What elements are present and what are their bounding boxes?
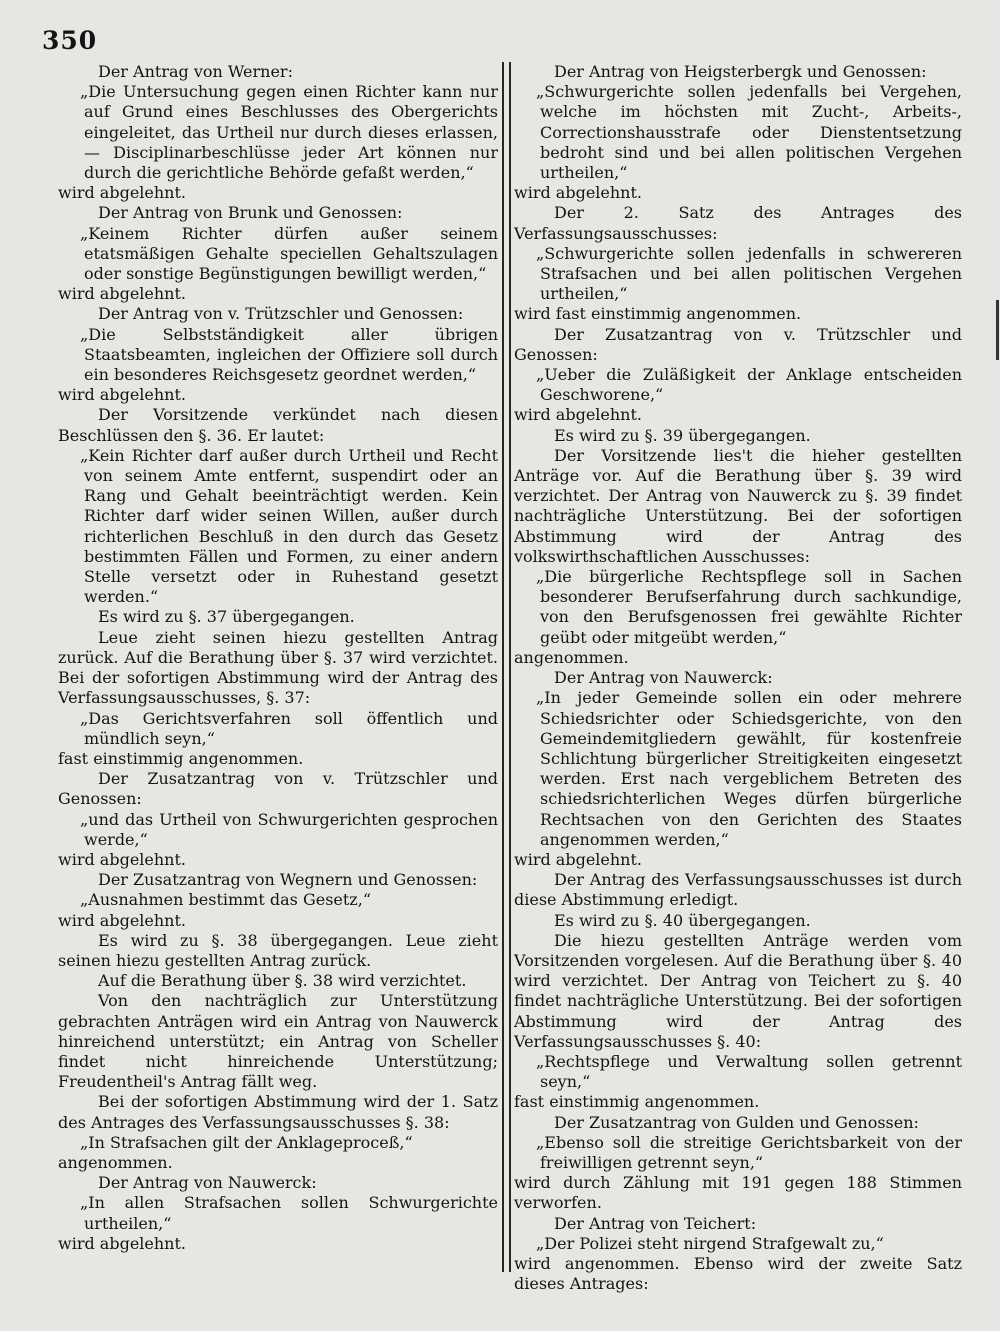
- paragraph: Der Antrag von Nauwerck:: [98, 1173, 317, 1193]
- paragraph: Der Vorsitzende verkündet nach diesen Beschlüssen den §. 36. Er lautet:: [58, 405, 498, 445]
- paragraph: Es wird zu §. 39 übergegangen.: [554, 425, 811, 445]
- quoted-motion-text: „Kein Richter darf außer durch Urtheil und Recht von seinem Amte entfernt, suspendirt oder an Rang und Gehalt beeinträchtigt werden. Kein Richter darf wider seinen Willen, außer durch richterlichen Beschluß in den durch das Gesetz bestimmten Fällen und Formen, zu einer andern Stelle versetzt oder in Ruhestand gesetzt werden.“: [80, 445, 498, 607]
- quoted-motion-text: „Ausnahmen bestimmt das Gesetz,“: [80, 890, 371, 910]
- quoted-motion-text: „In jeder Gemeinde sollen ein oder mehrere Schiedsrichter oder Schiedsgerichte, von den Gemeindemitgliedern gewählt, für kostenfreie Schlichtung bürgerlicher Streitigkeiten eingesetzt werden. Erst nach vergeblichem Betreten des schiedsrichterlichen Weges dürfen bürgerliche Rechtsachen von den Gerichten des Staates angenommen werden,“: [536, 688, 962, 849]
- column-divider: [502, 62, 511, 1272]
- vote-result: wird abgelehnt.: [58, 284, 186, 304]
- vote-result: wird abgelehnt.: [514, 405, 642, 425]
- vote-result: angenommen.: [514, 647, 629, 667]
- vote-result: wird abgelehnt.: [58, 910, 186, 930]
- paragraph: Von den nachträglich zur Unterstützung gebrachten Anträgen wird ein Antrag von Nauwerck hinreichend unterstützt; ein Antrag von Scheller findet nicht hinreichende Unterstützung; Freudentheil's Antrag fällt weg.: [58, 991, 498, 1092]
- paragraph: Der 2. Satz des Antrages des Verfassungsausschusses:: [514, 203, 962, 243]
- left-column: [58, 62, 498, 1254]
- paragraph: Auf die Berathung über §. 38 wird verzichtet.: [98, 971, 467, 991]
- paragraph: Der Antrag von Brunk und Genossen:: [98, 203, 403, 223]
- quoted-motion-text: „Schwurgerichte sollen jedenfalls bei Vergehen, welche im höchsten mit Zucht-, Arbeits-, Correctionshausstrafe oder Dienstentsetzung bedroht sind und bei allen politischen Vergehen urtheilen,“: [536, 82, 962, 183]
- quoted-motion-text: „Keinem Richter dürfen außer seinem etatsmäßigen Gehalte speciellen Gehaltszulagen oder sonstige Begünstigungen bewilligt werden,“: [80, 223, 498, 284]
- vote-result: wird abgelehnt.: [58, 1233, 186, 1253]
- paragraph: Der Zusatzantrag von v. Trützschler und Genossen:: [514, 324, 962, 364]
- vote-result: angenommen.: [58, 1152, 173, 1172]
- paragraph: Es wird zu §. 40 übergegangen.: [554, 910, 811, 930]
- paragraph: Der Zusatzantrag von v. Trützschler und Genossen:: [58, 769, 498, 809]
- paragraph: Der Antrag von v. Trützschler und Genossen:: [98, 304, 464, 324]
- vote-result: wird durch Zählung mit 191 gegen 188 Stimmen verworfen.: [514, 1173, 962, 1213]
- quoted-motion-text: „Das Gerichtsverfahren soll öffentlich und mündlich seyn,“: [80, 708, 498, 748]
- quoted-motion-text: „Ebenso soll die streitige Gerichtsbarkeit von der freiwilligen getrennt seyn,“: [536, 1132, 962, 1172]
- paragraph: Leue zieht seinen hiezu gestellten Antrag zurück. Auf die Berathung über §. 37 wird verzichtet. Bei der sofortigen Abstimmung wird der Antrag des Verfassungsausschusses, §. 37:: [58, 627, 498, 708]
- paragraph: Es wird zu §. 38 übergegangen. Leue zieht seinen hiezu gestellten Antrag zurück.: [58, 930, 498, 970]
- vote-result: wird angenommen. Ebenso wird der zweite Satz dieses Antrages:: [514, 1253, 962, 1294]
- quoted-motion-text: „und das Urtheil von Schwurgerichten gesprochen werde,“: [80, 809, 498, 849]
- paragraph: Der Zusatzantrag von Gulden und Genossen:: [554, 1112, 919, 1132]
- quoted-motion-text: „Die Untersuchung gegen einen Richter kann nur auf Grund eines Beschlusses des Obergerichts eingeleitet, das Urtheil nur durch dieses erlassen, — Disciplinarbeschlüsse jeder Art können nur durch die gerichtliche Behörde gefaßt werden,“: [80, 82, 498, 183]
- quoted-motion-text: „Die Selbstständigkeit aller übrigen Staatsbeamten, ingleichen der Offiziere soll durch ein besonderes Reichsgesetz geordnet werden,“: [80, 324, 498, 385]
- paragraph: Der Vorsitzende lies't die hieher gestellten Anträge vor. Auf die Berathung über §. 39 wird verzichtet. Der Antrag von Nauwerck zu §. 39 findet nachträgliche Unterstützung. Bei der sofortigen Abstimmung wird der Antrag des volkswirthschaftlichen Ausschusses:: [514, 445, 962, 566]
- vote-result: wird fast einstimmig angenommen.: [514, 304, 802, 324]
- vote-result: fast einstimmig angenommen.: [58, 748, 304, 768]
- page-number: 350: [42, 26, 98, 55]
- paragraph: Der Antrag von Nauwerck:: [554, 668, 773, 688]
- quoted-motion-text: „Ueber die Zuläßigkeit der Anklage entscheiden Geschworene,“: [536, 365, 962, 405]
- paragraph: Der Antrag von Werner:: [98, 62, 293, 81]
- paragraph: Der Antrag von Heigsterbergk und Genossen:: [554, 62, 927, 81]
- paragraph: Die hiezu gestellten Anträge werden vom Vorsitzenden vorgelesen. Auf die Berathung über §. 40 wird verzichtet. Der Antrag von Teichert zu §. 40 findet nachträgliche Unterstützung. Bei der sofortigen Abstimmung wird der Antrag des Verfassungsausschusses §. 40:: [514, 930, 962, 1051]
- quoted-motion-text: „Der Polizei steht nirgend Strafgewalt zu,“: [536, 1233, 884, 1253]
- paragraph: Bei der sofortigen Abstimmung wird der 1. Satz des Antrages des Verfassungsausschusses §. 38:: [58, 1092, 498, 1132]
- vote-result: wird abgelehnt.: [58, 385, 186, 405]
- paragraph: Es wird zu §. 37 übergegangen.: [98, 607, 355, 627]
- quoted-motion-text: „Schwurgerichte sollen jedenfalls in schwereren Strafsachen und bei allen politischen Vergehen urtheilen,“: [536, 243, 962, 304]
- vote-result: wird abgelehnt.: [514, 183, 642, 203]
- paragraph: Der Antrag des Verfassungsausschusses ist durch diese Abstimmung erledigt.: [514, 870, 962, 910]
- vote-result: wird abgelehnt.: [58, 849, 186, 869]
- paragraph: Der Antrag von Teichert:: [554, 1213, 757, 1233]
- quoted-motion-text: „Die bürgerliche Rechtspflege soll in Sachen besonderer Berufserfahrung durch sachkundige, von den Berufsgenossen frei gewählte Richter geübt oder mitgeübt werden,“: [536, 567, 962, 647]
- vote-result: fast einstimmig angenommen.: [514, 1092, 760, 1112]
- quoted-motion-text: „Rechtspflege und Verwaltung sollen getrennt seyn,“: [536, 1051, 962, 1092]
- paragraph: Der Zusatzantrag von Wegnern und Genossen:: [98, 870, 478, 890]
- vote-result: wird abgelehnt.: [514, 849, 642, 869]
- right-column: [514, 62, 962, 1294]
- page-edge-mark: [996, 300, 999, 360]
- vote-result: wird abgelehnt.: [58, 183, 186, 203]
- quoted-motion-text: „In allen Strafsachen sollen Schwurgerichte urtheilen,“: [80, 1193, 498, 1233]
- quoted-motion-text: „In Strafsachen gilt der Anklageproceß,“: [80, 1132, 413, 1152]
